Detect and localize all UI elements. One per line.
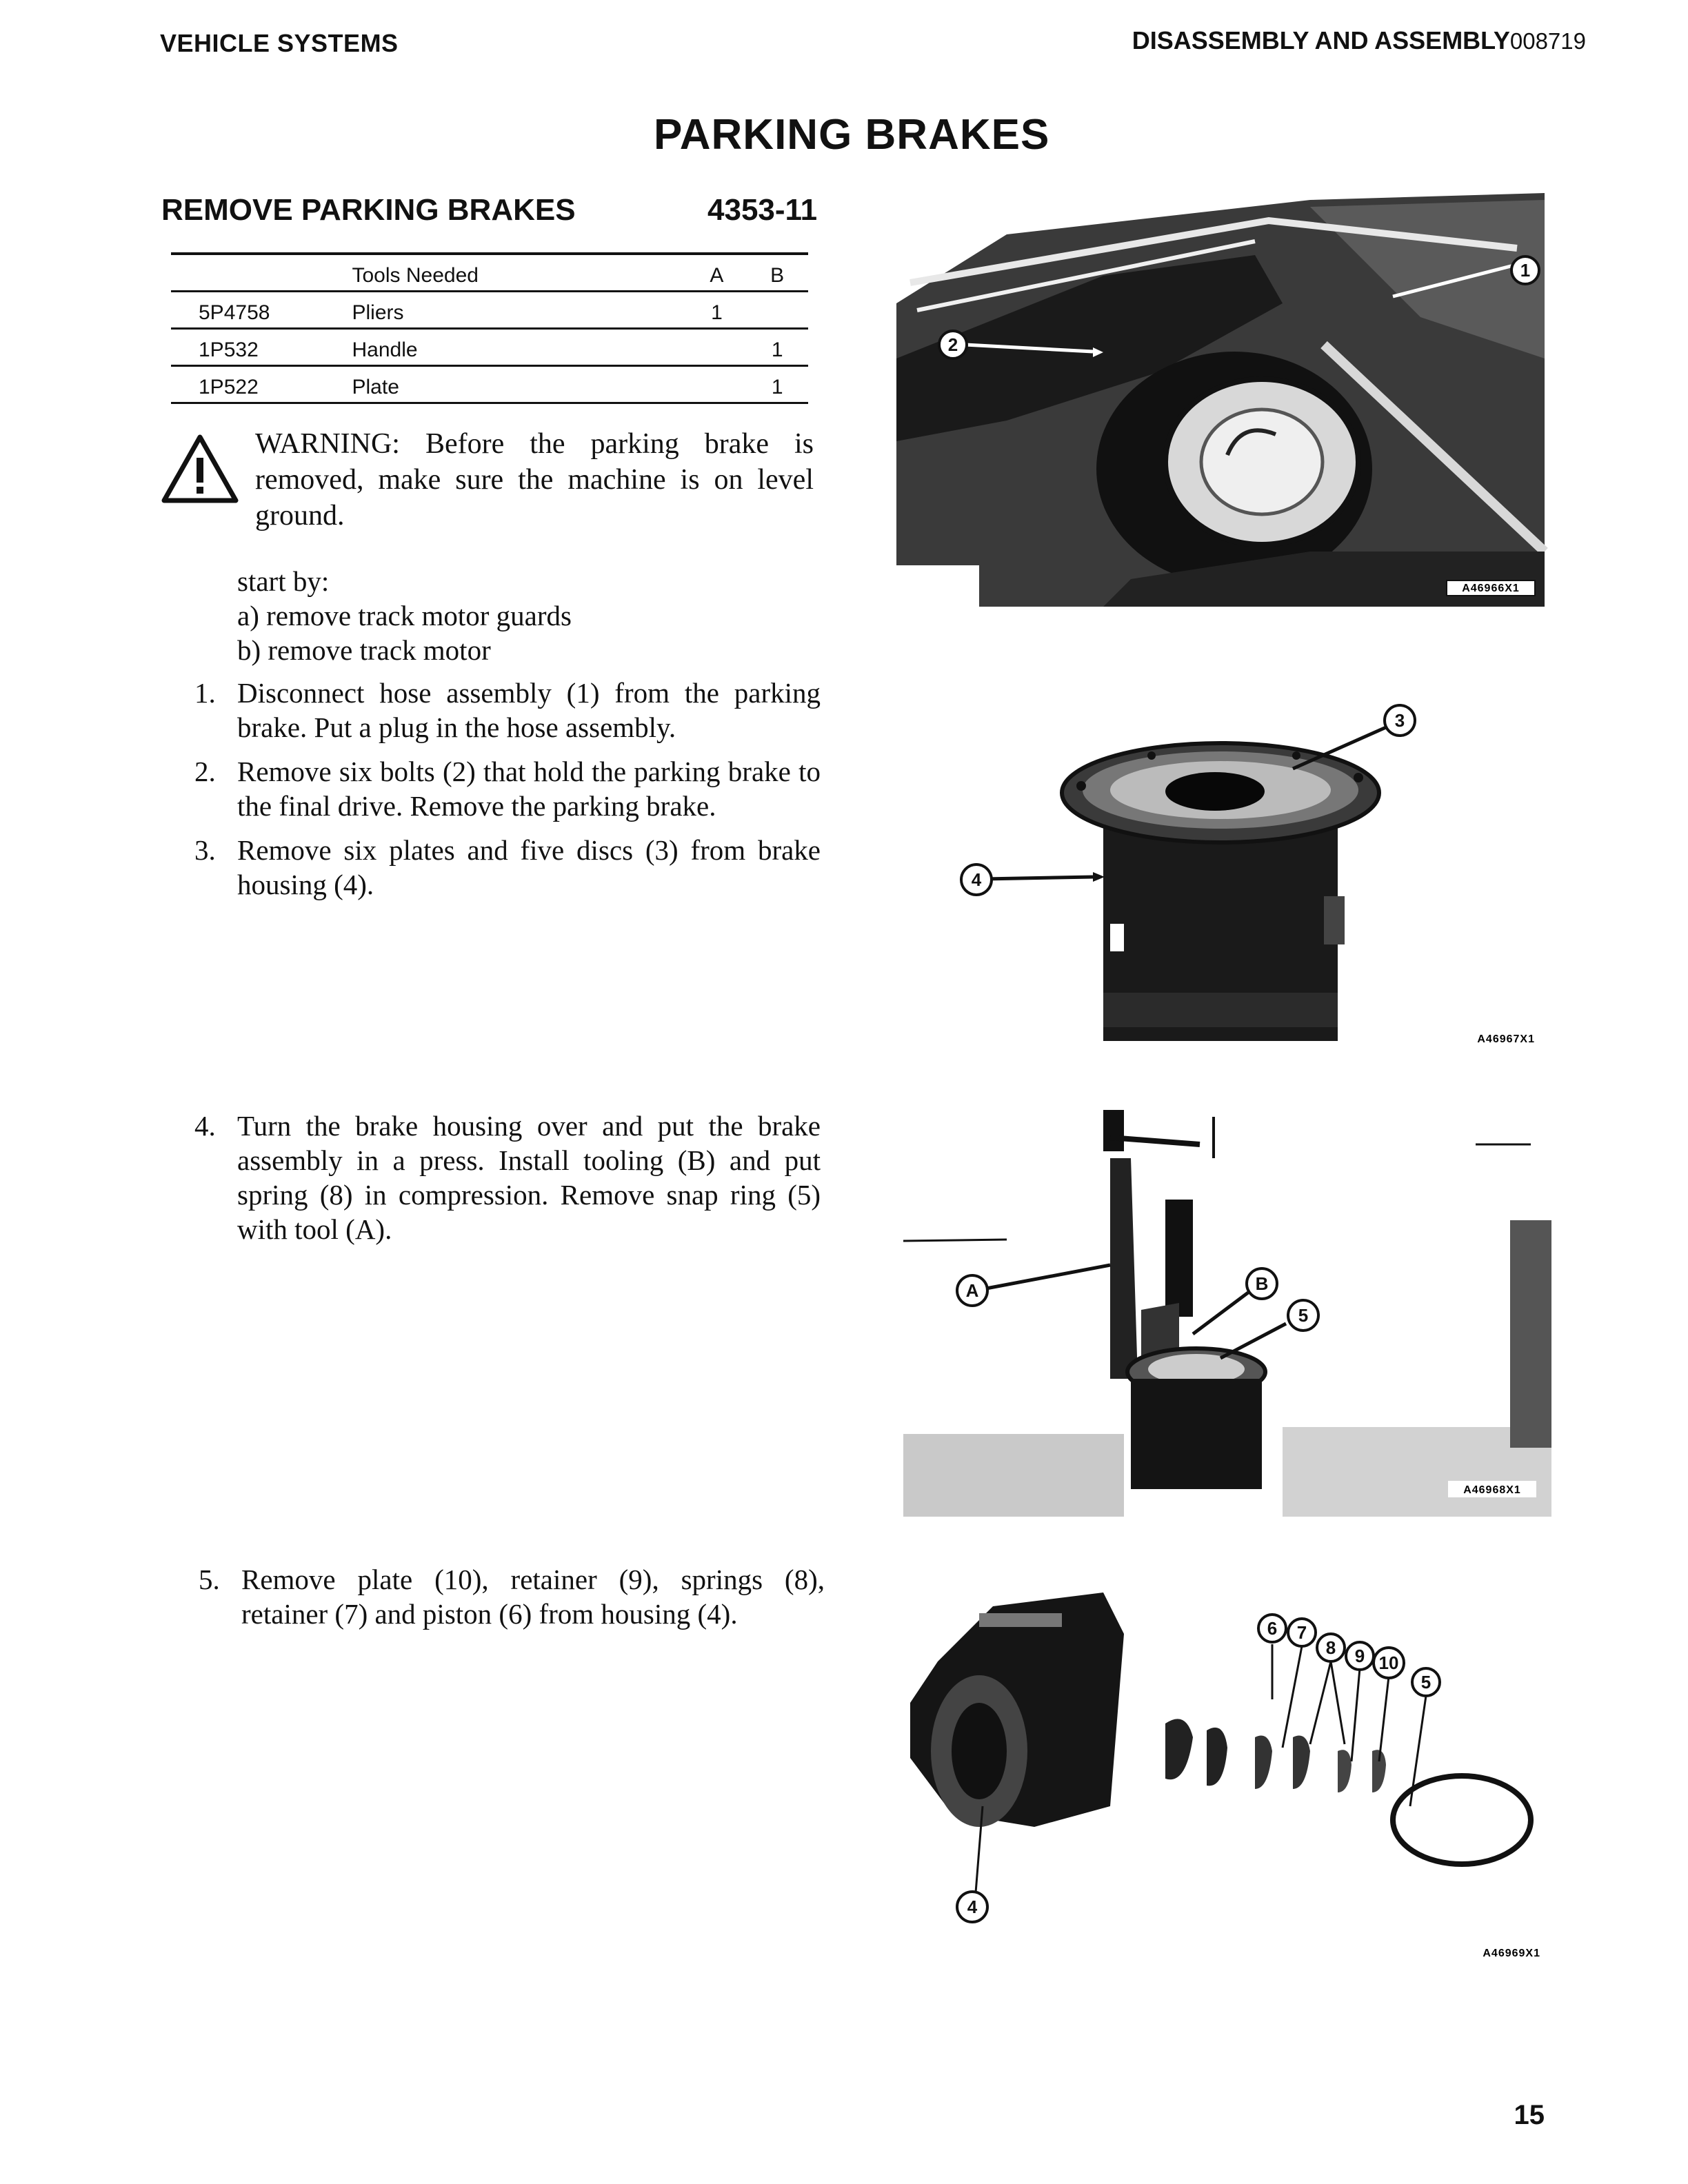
callout-label: 9 (1354, 1646, 1365, 1666)
page-title: PARKING BRAKES (654, 111, 1050, 159)
section-code: 4353-11 (707, 193, 818, 227)
step-2 (179, 754, 821, 823)
tools-table (171, 252, 808, 404)
callout-label: 2 (947, 334, 958, 355)
tools-table-header (171, 254, 808, 292)
step-text: Remove six bolts (2) that hold the parking brake to the final drive. Remove the parking brake. (237, 756, 821, 822)
qty-b: 1 (771, 376, 783, 398)
step-number: 2. (194, 756, 216, 787)
page-number: 15 (1514, 2100, 1545, 2130)
step-text: Remove plate (10), retainer (9), springs (8), retainer (7) and piston (6) from housing (4). (241, 1564, 825, 1630)
part-number: 5P4758 (199, 301, 270, 324)
header-tools-needed: Tools Needed (352, 264, 479, 287)
callout-label: 8 (1325, 1637, 1336, 1658)
tool-name: Pliers (352, 301, 404, 324)
step-number: 4. (194, 1110, 216, 1142)
tool-name: Plate (352, 376, 399, 398)
step-3 (179, 833, 821, 902)
figure-code: A46966X1 (1462, 583, 1520, 594)
part-number: 1P522 (199, 376, 259, 398)
callout-label: 3 (1394, 710, 1405, 731)
callout-label: A (965, 1280, 979, 1301)
callout-label: 5 (1298, 1305, 1309, 1326)
tool-name: Handle (352, 338, 418, 361)
start-by-item: a) remove track motor guards (237, 600, 572, 631)
header-chapter-text: DISASSEMBLY AND ASSEMBLY (1132, 26, 1510, 54)
document-id: 008719 (1509, 28, 1586, 54)
header-part-number (171, 254, 352, 292)
figure-brake-housing (952, 689, 1545, 1062)
step-text: Turn the brake housing over and put the brake assembly in a press. Install tooling (B) and put spring (8) in compression. Remove snap ring (5) with tool (A). (237, 1110, 821, 1245)
figure-exploded-parts (896, 1579, 1551, 1965)
step-4 (179, 1109, 821, 1246)
figure-code: A46968X1 (1463, 1484, 1521, 1496)
warning-text: WARNING: Before the parking brake is removed, make sure the machine is on level ground. (255, 428, 814, 532)
part-number: 1P532 (199, 338, 259, 361)
callout-label: 5 (1420, 1672, 1431, 1692)
start-by-item: b) remove track motor (237, 634, 491, 666)
table-row (171, 329, 808, 366)
figure-code: A46967X1 (1477, 1033, 1535, 1045)
qty-a (687, 366, 747, 403)
figure-code: A46969X1 (1483, 1948, 1540, 1959)
section-title: REMOVE PARKING BRAKES (161, 193, 576, 227)
table-row (171, 292, 808, 329)
callout-label: 4 (967, 1897, 978, 1917)
callout-label: 10 (1378, 1652, 1399, 1673)
callout-label: B (1255, 1273, 1269, 1294)
header-col-a: A (710, 264, 724, 287)
qty-b (746, 292, 808, 329)
qty-a (687, 329, 747, 366)
figure-press-tooling (903, 1103, 1551, 1517)
step-number: 1. (194, 677, 216, 709)
step-number: 5. (199, 1564, 220, 1595)
callout-label: 4 (971, 869, 982, 890)
step-1 (179, 676, 821, 745)
step-text: Remove six plates and five discs (3) from brake housing (4). (237, 834, 821, 900)
callout-label: 6 (1267, 1618, 1278, 1639)
warning-triangle-icon (160, 433, 240, 505)
qty-b: 1 (771, 338, 783, 361)
header-section-label: VEHICLE SYSTEMS (160, 29, 399, 57)
step-5 (183, 1562, 825, 1631)
step-number: 3. (194, 834, 216, 866)
table-row (171, 366, 808, 403)
start-by-label: start by: (237, 565, 330, 597)
callout-label: 7 (1296, 1622, 1307, 1643)
figure-parking-brake-installed (896, 193, 1551, 607)
qty-a: 1 (711, 301, 723, 324)
header-chapter-label (1132, 26, 1586, 55)
header-col-b: B (770, 264, 785, 287)
step-text: Disconnect hose assembly (1) from the parking brake. Put a plug in the hose assembly. (237, 677, 821, 743)
callout-label: 1 (1520, 260, 1531, 281)
